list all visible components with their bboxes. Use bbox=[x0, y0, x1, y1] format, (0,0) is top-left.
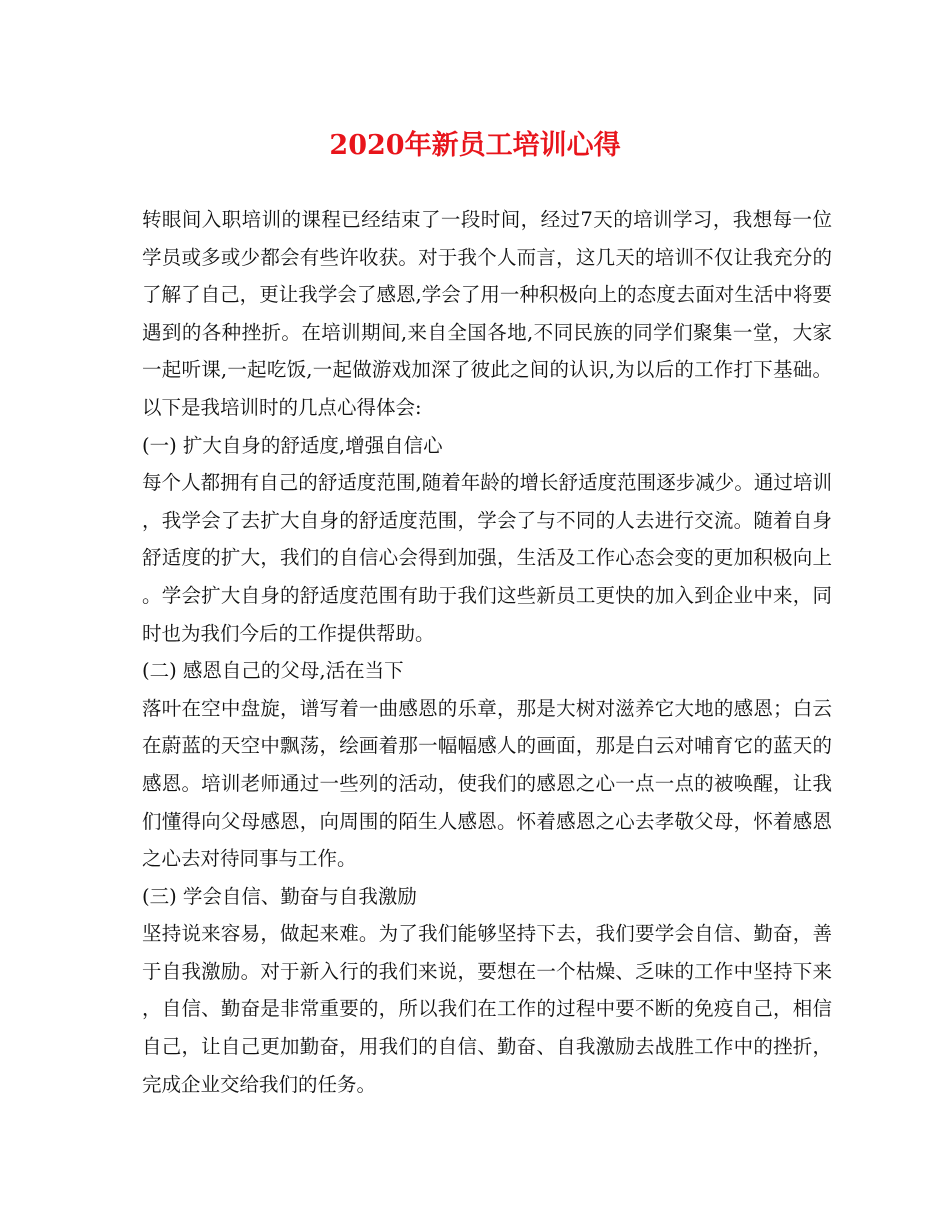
paragraph-section-3: 坚持说来容易，做起来难。为了我们能够坚持下去，我们要学会自信、勤奋，善于自我激励。对于新入行的我们来说，要想在一个枯燥、乏味的工作中坚持下来，自信、勤奋是非常重要的，所以我们在工作的过程中要不断的免疫自己，相信自己，让自己更加勤奋，用我们的自信、勤奋、自我激励去战胜工作中的挫折，完成企业交给我们的任务。 bbox=[142, 922, 832, 1096]
section-heading-2: (二) 感恩自己的父母,活在当下 bbox=[142, 659, 404, 683]
paragraph-intro: 转眼间入职培训的课程已经结束了一段时间，经过7天的培训学习，我想每一位学员或多或少都会有些许收获。对于我个人而言，这几天的培训不仅让我充分的了解了自己，更让我学会了感恩,学会了用一种积极向上的态度去面对生活中将要遇到的各种挫折。在培训期间,来自全国各地,不同民族的同学们聚集一堂，大家一起听课,一起吃饭,一起做游戏加深了彼此之间的认识,为以后的工作打下基础。以下是我培训时的几点心得体会: bbox=[142, 208, 832, 419]
paragraph-section-1: 每个人都拥有自己的舒适度范围,随着年龄的增长舒适度范围逐步减少。通过培训，我学会了去扩大自身的舒适度范围，学会了与不同的人去进行交流。随着自身舒适度的扩大，我们的自信心会得到加强，生活及工作心态会变的更加积极向上。学会扩大自身的舒适度范围有助于我们这些新员工更快的加入到企业中来，同时也为我们今后的工作提供帮助。 bbox=[142, 471, 832, 645]
page-title: 2020年新员工培训心得 bbox=[329, 130, 621, 161]
paragraph-section-2: 落叶在空中盘旋，谱写着一曲感恩的乐章，那是大树对滋养它大地的感恩；白云在蔚蓝的天空中飘荡，绘画着那一幅幅感人的画面，那是白云对哺育它的蓝天的感恩。培训老师通过一些列的活动，使我们的感恩之心一点一点的被唤醒，让我们懂得向父母感恩，向周围的陌生人感恩。怀着感恩之心去孝敬父母，怀着感恩之心去对待同事与工作。 bbox=[142, 696, 832, 871]
document-body bbox=[142, 201, 832, 1103]
section-heading-1: (一) 扩大自身的舒适度,增强自信心 bbox=[142, 433, 443, 457]
section-heading-3: (三) 学会自信、勤奋与自我激励 bbox=[142, 884, 417, 908]
